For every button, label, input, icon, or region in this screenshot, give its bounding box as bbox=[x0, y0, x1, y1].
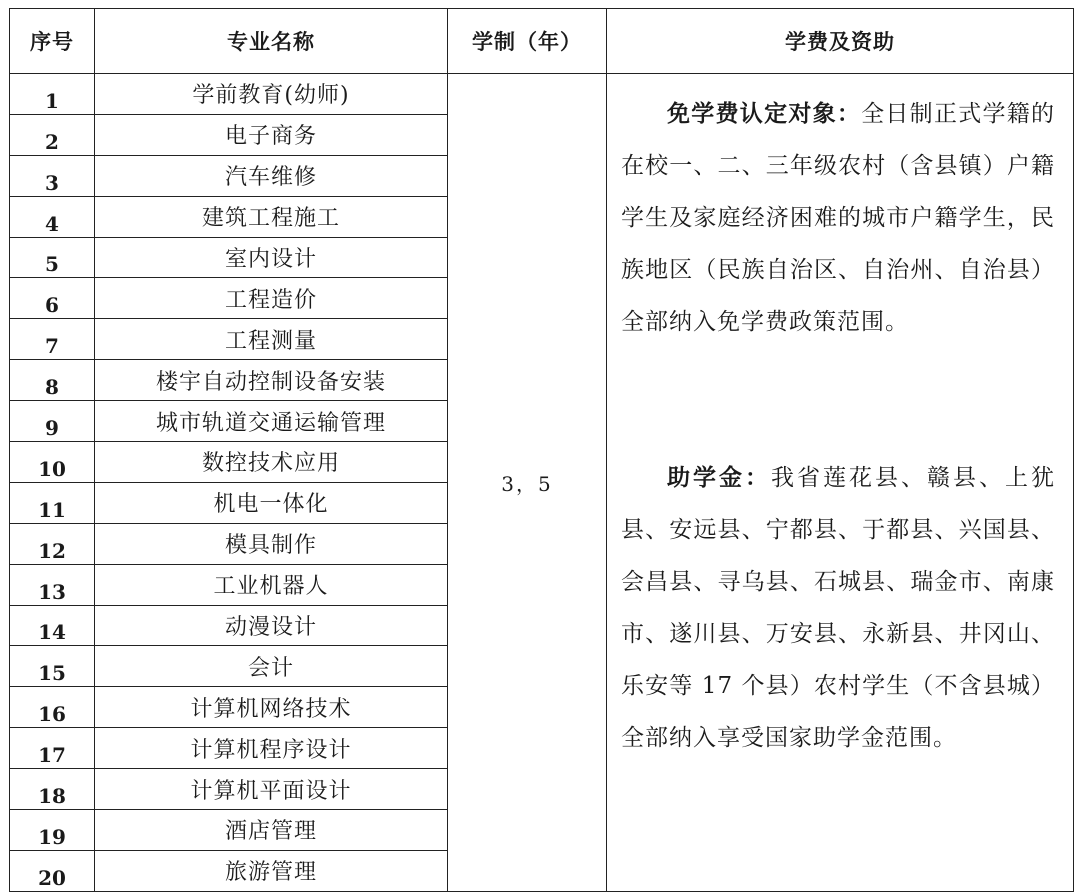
free-tuition-text: 全日制正式学籍的在校一、二、三年级农村（含县镇）户籍学生及家庭经济困难的城市户籍学生，民族地区（民族自治区、自治州、自治县）全部纳入免学费政策范围。 bbox=[621, 101, 1056, 335]
row-number: 8 bbox=[10, 360, 95, 401]
free-tuition-label: 免学费认定对象： bbox=[667, 101, 862, 127]
header-years: 学制（年） bbox=[448, 9, 607, 74]
major-name: 计算机网络技术 bbox=[95, 687, 448, 728]
row-number: 10 bbox=[10, 442, 95, 483]
major-name: 动漫设计 bbox=[95, 605, 448, 646]
row-number: 16 bbox=[10, 687, 95, 728]
major-name: 工程测量 bbox=[95, 319, 448, 360]
grant-label: 助学金： bbox=[667, 465, 771, 491]
row-number: 1 bbox=[10, 74, 95, 115]
header-name: 专业名称 bbox=[95, 9, 448, 74]
row-number: 13 bbox=[10, 564, 95, 605]
row-number: 2 bbox=[10, 114, 95, 155]
row-number: 6 bbox=[10, 278, 95, 319]
row-number: 11 bbox=[10, 482, 95, 523]
grant-text: 我省莲花县、赣县、上犹县、安远县、宁都县、于都县、兴国县、会昌县、寻乌县、石城县、瑞金市、南康市、遂川县、万安县、永新县、井冈山、乐安等 17 个县）农村学生（不含县城）全部纳入享受国家助学金范围。 bbox=[621, 465, 1055, 751]
row-number: 17 bbox=[10, 728, 95, 769]
majors-table bbox=[9, 8, 1074, 892]
row-number: 18 bbox=[10, 769, 95, 810]
row-number: 4 bbox=[10, 196, 95, 237]
header-row bbox=[10, 9, 1074, 74]
row-number: 20 bbox=[10, 850, 95, 891]
row-number: 12 bbox=[10, 523, 95, 564]
row-number: 3 bbox=[10, 155, 95, 196]
fee-cell bbox=[607, 74, 1074, 892]
row-number: 9 bbox=[10, 401, 95, 442]
major-name: 电子商务 bbox=[95, 114, 448, 155]
row-number: 5 bbox=[10, 237, 95, 278]
major-name: 旅游管理 bbox=[95, 850, 448, 891]
major-name: 酒店管理 bbox=[95, 810, 448, 851]
major-name: 会计 bbox=[95, 646, 448, 687]
major-name: 楼宇自动控制设备安装 bbox=[95, 360, 448, 401]
major-name: 汽车维修 bbox=[95, 155, 448, 196]
major-name: 模具制作 bbox=[95, 523, 448, 564]
header-fee: 学费及资助 bbox=[607, 9, 1074, 74]
grant-paragraph bbox=[621, 452, 1055, 764]
major-name: 建筑工程施工 bbox=[95, 196, 448, 237]
major-name: 城市轨道交通运输管理 bbox=[95, 401, 448, 442]
row-number: 14 bbox=[10, 605, 95, 646]
row-number: 15 bbox=[10, 646, 95, 687]
years-cell: 3，5 bbox=[448, 74, 607, 892]
header-no: 序号 bbox=[10, 9, 95, 74]
free-tuition-paragraph bbox=[621, 88, 1055, 348]
row-number: 7 bbox=[10, 319, 95, 360]
table-row bbox=[10, 74, 1074, 115]
major-name: 学前教育(幼师) bbox=[95, 74, 448, 115]
major-name: 室内设计 bbox=[95, 237, 448, 278]
major-name: 工程造价 bbox=[95, 278, 448, 319]
major-name: 工业机器人 bbox=[95, 564, 448, 605]
major-name: 数控技术应用 bbox=[95, 442, 448, 483]
row-number: 19 bbox=[10, 810, 95, 851]
major-name: 计算机平面设计 bbox=[95, 769, 448, 810]
major-name: 计算机程序设计 bbox=[95, 728, 448, 769]
major-name: 机电一体化 bbox=[95, 482, 448, 523]
